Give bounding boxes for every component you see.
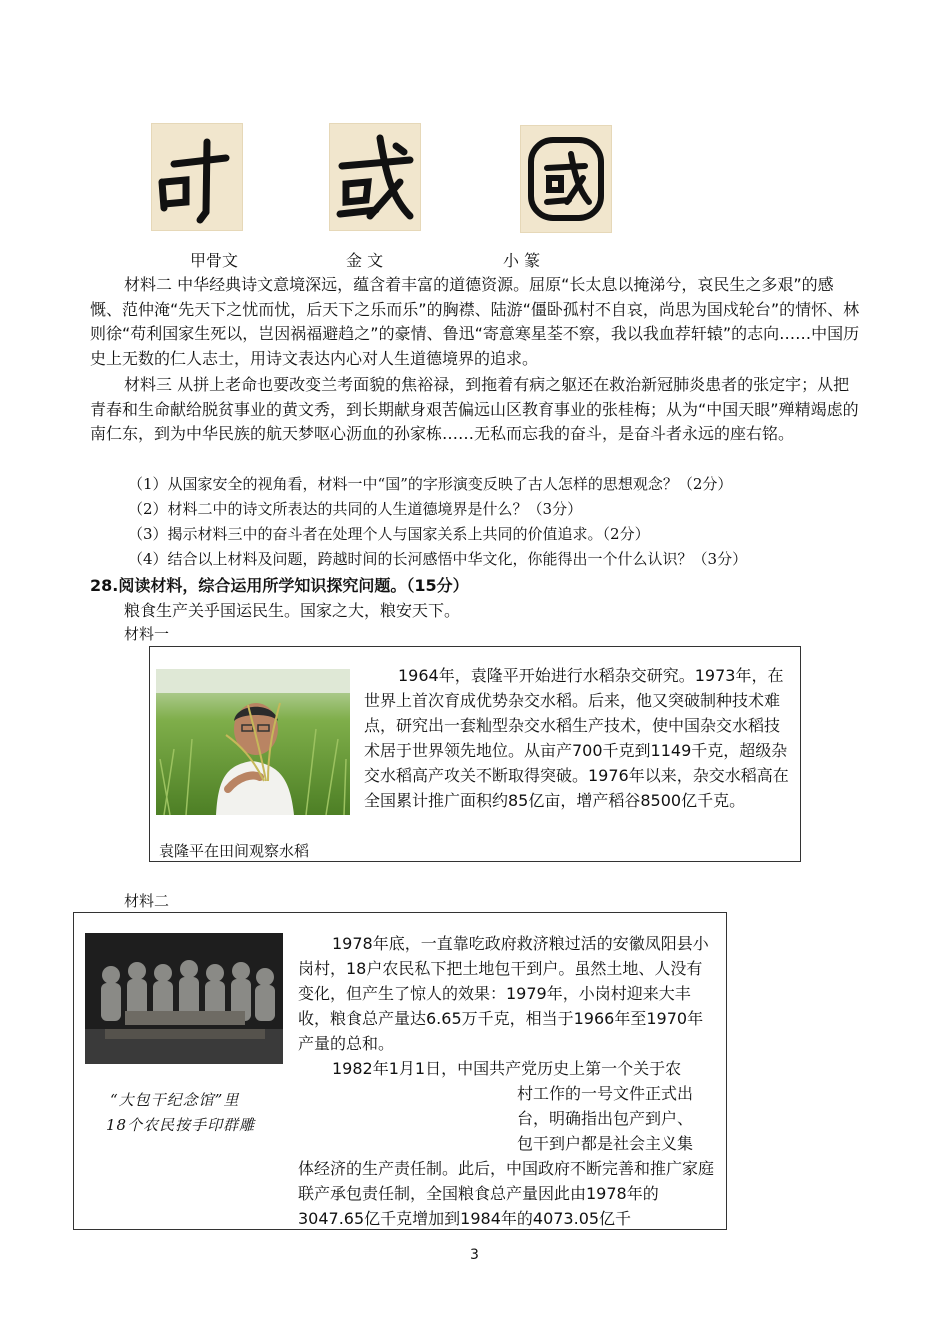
material-2-box: [73, 912, 727, 1230]
material-2-paragraph-2-line-4: 包干到户都是社会主义集: [517, 1134, 694, 1153]
small-seal-caption: 小 篆: [503, 251, 541, 270]
question-28-intro: 粮食生产关乎国运民生。国家之大，粮安天下。: [124, 601, 461, 620]
question-4: （4）结合以上材料及问题，跨越时间的长河感悟中华文化，你能得出一个什么认识？（3分）: [128, 550, 748, 568]
sculpture-photo: [85, 933, 283, 1064]
question-3: （3）揭示材料三中的奋斗者在处理个人与国家关系上共同的价值追求。（2分）: [128, 525, 650, 543]
small-seal-character-image: [520, 125, 612, 233]
sculpture-caption-line-2: 18个农民按手印群雕: [106, 1116, 256, 1134]
material-2-paragraph: 材料二 中华经典诗文意境深远，蕴含着丰富的道德资源。屈原“长太息以掩涕兮，哀民生之多艰”的感慨、范仲淹“先天下之忧而忧，后天下之乐而乐”的胸襟、陆游“僵卧孤村不自哀，尚思为国戍轮台”的情怀、林则徐“苟利国家生死以，岂因祸福避趋之”的豪情、鲁迅“寄意寒星荃不察，我以我血荐轩辕”的志向……中国历史上无数的仁人志士，用诗文表达内心对人生道德境界的追求。: [90, 275, 860, 368]
material-2-paragraph-1: 1978年底，一直靠吃政府救济粮过活的安徽凤阳县小岗村，18户农民私下把土地包干到户。虽然土地、人没有变化，但产生了惊人的效果：1979年，小岗村迎来大丰收，粮食总产量达6.65万千克，相当于1966年至1970年产量的总和。: [298, 934, 709, 1053]
material-1-label: 材料一: [124, 625, 170, 643]
bronze-inscription-character-image: [329, 123, 421, 231]
material-1-photo-caption: 袁隆平在田间观察水稻: [159, 842, 310, 860]
oracle-bone-character-image: [151, 123, 243, 231]
question-1: （1）从国家安全的视角看，材料一中“国”的字形演变反映了古人怎样的思想观念？（2分）: [128, 475, 733, 493]
material-2-paragraph-2-line-1: 1982年1月1日，中国共产党历史上第一个关于农: [332, 1059, 682, 1078]
page-number: 3: [470, 1247, 479, 1263]
material-2-paragraph-2-rest: 体经济的生产责任制。此后，中国政府不断完善和推广家庭联产承包责任制，全国粮食总产量因此由1978年的3047.65亿千克增加到1984年的4073.05亿千: [298, 1159, 715, 1228]
material-2-paragraph-2-line-2: 村工作的一号文件正式出: [517, 1084, 694, 1103]
material-1-box: [149, 646, 801, 862]
material-3-paragraph: 材料三 从拼上老命也要改变兰考面貌的焦裕禄，到拖着有病之躯还在救治新冠肺炎患者的张定宇；从把青春和生命献给脱贫事业的黄文秀，到长期献身艰苦偏远山区教育事业的张桂梅；从为“中国天眼”殚精竭虑的南仁东，到为中华民族的航天梦呕心沥血的孙家栋……无私而忘我的奋斗，是奋斗者永远的座右铭。: [90, 375, 859, 443]
material-2-paragraph-2-line-3: 台，明确指出包产到户、: [517, 1109, 694, 1128]
sculpture-caption-line-1: “大包干纪念馆”里: [110, 1091, 240, 1109]
bronze-caption: 金 文: [346, 251, 384, 270]
yuan-longping-photo: [156, 669, 350, 815]
question-28-title: 28.阅读材料，综合运用所学知识探究问题。（15分）: [90, 576, 469, 595]
question-2: （2）材料二中的诗文所表达的共同的人生道德境界是什么？（3分）: [128, 500, 583, 518]
oracle-bone-caption: 甲骨文: [190, 251, 239, 270]
material-1-text: 1964年，袁隆平开始进行水稻杂交研究。1973年，在世界上首次育成优势杂交水稻。后来，他又突破制种技术难点，研究出一套籼型杂交水稻生产技术，使中国杂交水稻技术居于世界领先地位。从亩产700千克到1149千克，超级杂交水稻高产攻关不断取得突破。1976年以来，杂交水稻高在全国累计推广面积约85亿亩，增产稻谷8500亿千克。: [364, 666, 789, 810]
material-2-label: 材料二: [124, 892, 170, 910]
